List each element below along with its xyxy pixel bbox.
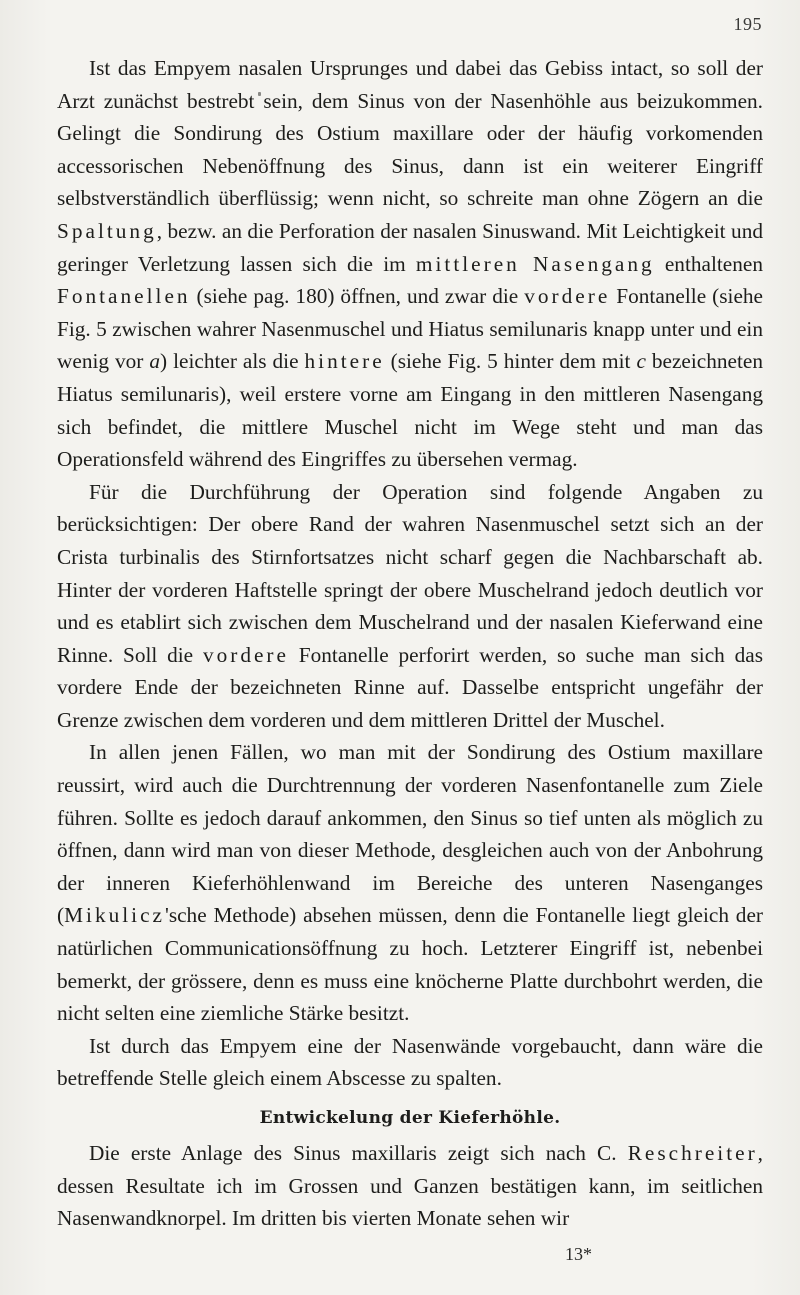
emphasis-vordere-2: vordere — [202, 642, 289, 667]
paragraph-2-text-c: Fontanelle perforirt werden, so suche man sich das vordere Ende der bezeichneten Rinne auf. Dasselbe entspricht ungefähr der Grenze zwischen dem vorderen und dem mittleren Drittel der Muschel. — [57, 642, 763, 732]
paragraph-3-text-c: 'sche Methode) absehen müssen, denn die Fontanelle liegt gleich der natürlichen Communicationsöffnung zu hoch. Letzterer Eingriff ist, nebenbei bemerkt, der grössere, denn es muss eine knöcherne Platte durchbohrt werden, die nicht selten eine ziemliche Stärke besitzt. — [57, 903, 763, 1026]
section-heading: Entwickelung der Kieferhöhle. — [259, 1108, 561, 1128]
paragraph-1-text-m: (siehe Fig. 5 hinter dem mit — [384, 349, 637, 374]
figure-label-c: c — [636, 349, 646, 374]
paragraph-4: Ist durch das Empyem eine der Nasenwände vorgebaucht, dann wäre die betreffende Stelle gleich einem Abscesse zu spalten. — [57, 1033, 763, 1091]
emphasis-hintere: hintere — [304, 349, 385, 374]
page-number: 195 — [733, 14, 762, 34]
paragraph-1-text-a: Ist das Empyem nasalen Ursprunges und dabei das Gebiss intact, so soll der Arzt zunächst bestrebt sein, dem Sinus von der Nasenhöhle aus beizukommen. Gelingt die Sondirung des Ostium maxillare oder der häufig vorkomenden accessorischen Nebenöffnung des Sinus, dann ist ein weiterer Eingriff selbstverständlich überflüssig; wenn nicht, so schreite man ohne Zögern an die — [57, 56, 763, 211]
emphasis-mittleren-nasengang: mittleren Nasengang — [415, 251, 655, 276]
paragraph-1 — [57, 52, 763, 476]
paragraph-1-text-g: (siehe pag. 180) öffnen, und zwar die — [190, 284, 525, 309]
paragraph-5 — [57, 1137, 763, 1235]
emphasis-mikulicz: Mikulicz — [64, 903, 165, 928]
paragraph-5-text-c: , dessen Resultate ich im Grossen und Ganzen bestätigen kann, im seitlichen Nasenwandknorpel. Im dritten bis vierten Monate sehen wir — [57, 1141, 763, 1231]
sheet-signature: 13* — [565, 1244, 592, 1264]
paragraph-3 — [57, 736, 763, 1029]
paragraph-1-text-o: bezeichneten Hiatus semilunaris), weil erstere vorne am Eingang in den mittleren Nasengang sich befindet, die mittlere Muschel nicht im Wege steht und man das Operationsfeld während des Eingriffes zu übersehen vermag. — [57, 349, 764, 472]
emphasis-spaltung: Spaltung — [57, 218, 157, 243]
paragraph-1-text-i: Fontanelle (siehe Fig. 5 zwischen wahrer Nasenmuschel und Hiatus semilunaris knapp unter und ein wenig vor — [57, 284, 763, 374]
emphasis-vordere: vordere — [524, 284, 611, 309]
body-text — [57, 52, 763, 1235]
paragraph-1-text-c: , bezw. an die Perforation der nasalen Sinuswand. Mit Leichtigkeit und geringer Verletzung lassen sich die im — [57, 218, 763, 276]
paragraph-5-text-a: Die erste Anlage des Sinus maxillaris zeigt sich nach C. — [89, 1141, 628, 1165]
emphasis-reschreiter: Reschreiter — [627, 1141, 758, 1165]
paragraph-2-text-a: Für die Durchführung der Operation sind folgende Angaben zu berücksichtigen: Der obere Rand der wahren Nasenmuschel setzt sich an der Crista turbinalis des Stirnfortsatzes nicht scharf gegen die Nachbarschaft ab. Hinter der vorderen Haftstelle springt der obere Muschelrand jedoch deutlich vor und es etablirt sich zwischen dem Muschelrand und der nasalen Kieferwand eine Rinne. Soll die — [57, 479, 763, 667]
figure-label-a: a — [149, 349, 161, 374]
paragraph-1-text-k: ) leichter als die — [160, 349, 305, 374]
emphasis-fontanellen: Fontanellen — [57, 284, 191, 309]
paragraph-3-text-a: In allen jenen Fällen, wo man mit der Sondirung des Ostium maxillare reussirt, wird auch die Durchtrennung der vorderen Nasenfontanelle zum Ziele führen. Sollte es jedoch darauf ankommen, den Sinus so tief unten als möglich zu öffnen, dann wird man von dieser Methode, desgleichen auch von der Anbohrung der inneren Kieferhöhlenwand im Bereiche des unteren Nasenganges ( — [57, 740, 763, 928]
paragraph-1-text-e: enthaltenen — [654, 251, 764, 276]
paragraph-2 — [57, 476, 763, 737]
